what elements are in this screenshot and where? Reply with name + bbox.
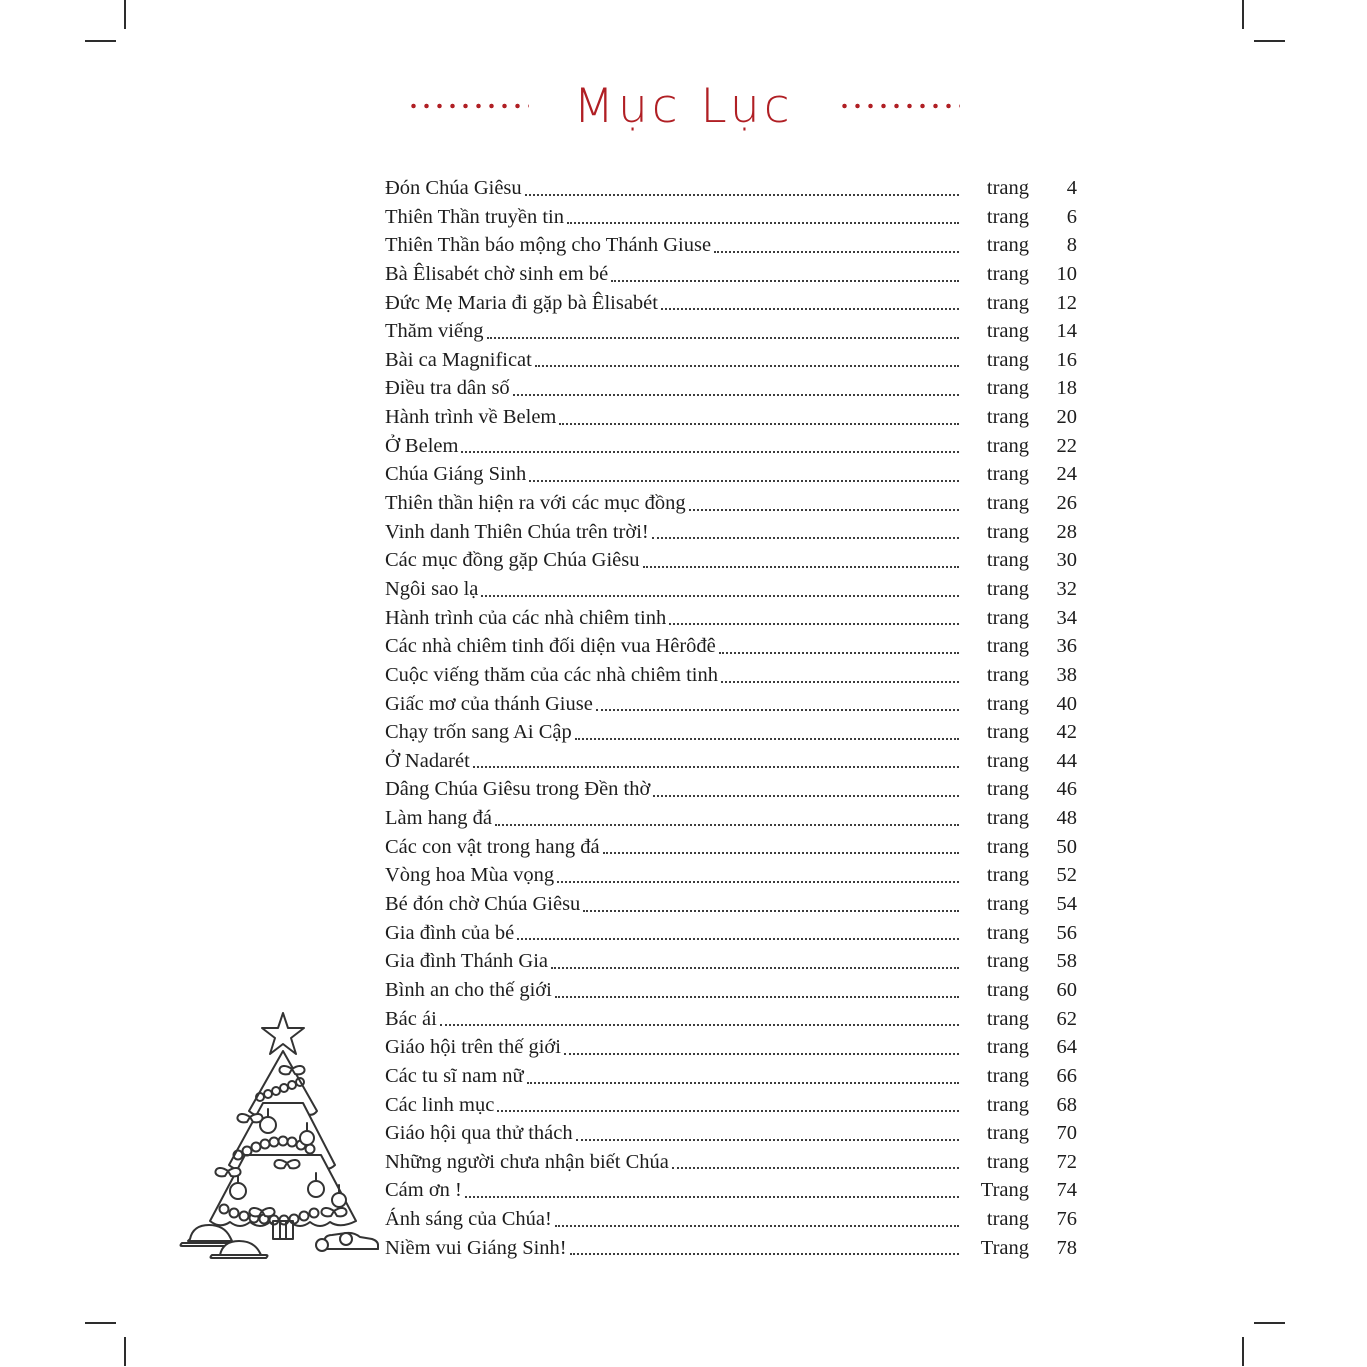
page-word: trang (986, 663, 1029, 686)
page-number: 36 (1056, 635, 1077, 658)
page-number: 60 (1056, 978, 1077, 1001)
page-number: 22 (1056, 434, 1077, 457)
page-word: trang (986, 950, 1029, 973)
toc-row (385, 1119, 1077, 1148)
toc-row (385, 374, 1077, 403)
toc-row (385, 833, 1077, 862)
page-number: 26 (1056, 492, 1077, 515)
toc-row (385, 1176, 1077, 1205)
dot-leader (661, 308, 959, 310)
dot-leader (535, 365, 959, 367)
toc-entry-title: Giấc mơ của thánh Giuse (385, 692, 593, 715)
dot-leader (689, 509, 959, 511)
page-word: trang (986, 520, 1029, 543)
page-word: trang (986, 721, 1029, 744)
toc-entry-title: Chúa Giáng Sinh (385, 463, 527, 486)
toc-entry-title: Bà Êlisabét chờ sinh em bé (385, 262, 609, 285)
toc-row (385, 489, 1077, 518)
toc-entry-title: Giáo hội qua thử thách (385, 1122, 573, 1145)
toc-row (385, 775, 1077, 804)
toc-entry-title: Niềm vui Giáng Sinh! (385, 1236, 567, 1259)
page-number: 42 (1056, 721, 1077, 744)
dot-leader (672, 1167, 959, 1169)
toc-entry-title: Giáo hội trên thế giới (385, 1036, 561, 1059)
toc-entry-title: Hành trình về Belem (385, 406, 557, 429)
toc-entry-title: Ngôi sao lạ (385, 577, 479, 600)
dot-leader (557, 881, 959, 883)
toc-entry-title: Bác ái (385, 1007, 437, 1030)
dot-leader (495, 824, 959, 826)
dot-leader (513, 394, 959, 396)
dot-leader (461, 451, 959, 453)
toc-row (385, 1091, 1077, 1120)
toc-row (385, 661, 1077, 690)
dot-leader (669, 623, 959, 625)
toc-entry-title: Các mục đồng gặp Chúa Giêsu (385, 549, 640, 572)
toc-row (385, 718, 1077, 747)
page-word: trang (986, 1036, 1029, 1059)
toc-row (385, 260, 1077, 289)
toc-row (385, 890, 1077, 919)
page-number: 40 (1056, 692, 1077, 715)
page-word: trang (986, 893, 1029, 916)
dot-leader (567, 222, 959, 224)
page-number: 14 (1056, 320, 1077, 343)
page-word: trang (986, 320, 1029, 343)
dot-leader (440, 1024, 959, 1026)
page-number: 64 (1056, 1036, 1077, 1059)
toc-entry-title: Vòng hoa Mùa vọng (385, 864, 555, 887)
toc-entry-title: Gia đình Thánh Gia (385, 950, 549, 973)
toc-entry-title: Ở Nadarét (385, 749, 470, 772)
page-word: trang (986, 463, 1029, 486)
page-word: trang (986, 262, 1029, 285)
page-word: trang (986, 348, 1029, 371)
title-dots-left-decor (407, 103, 529, 109)
page-word: Trang (980, 1179, 1029, 1202)
dot-leader (721, 681, 959, 683)
dot-leader (529, 480, 959, 482)
page-number: 56 (1056, 921, 1077, 944)
toc-entry-title: Các nhà chiêm tinh đối diện vua Hêrôđê (385, 635, 716, 658)
toc-entry-title: Cám ơn ! (385, 1179, 462, 1202)
page-number: 10 (1056, 262, 1077, 285)
page-word: trang (986, 406, 1029, 429)
page-number: 58 (1056, 950, 1077, 973)
toc-row (385, 174, 1077, 203)
page-word: trang (986, 1007, 1029, 1030)
tree-star-icon (262, 1013, 304, 1054)
page-title: Mục Lục (573, 78, 794, 134)
toc-entry-title: Các tu sĩ nam nữ (385, 1064, 524, 1087)
dot-leader (497, 1110, 959, 1112)
page-word: Trang (980, 1236, 1029, 1259)
dot-leader (714, 251, 959, 253)
toc-entry-title: Chạy trốn sang Ai Cập (385, 721, 572, 744)
page-number: 8 (1066, 234, 1077, 257)
toc-entry-title: Đức Mẹ Maria đi gặp bà Êlisabét (385, 291, 658, 314)
christmas-tree-drawing (172, 1005, 397, 1260)
page-number: 20 (1056, 406, 1077, 429)
title-dots-right-decor (838, 103, 960, 109)
dot-leader (596, 709, 959, 711)
page-number: 70 (1056, 1122, 1077, 1145)
page-number: 6 (1066, 205, 1077, 228)
page-number: 52 (1056, 864, 1077, 887)
sneakers-drawing (316, 1233, 378, 1251)
dot-leader (525, 194, 959, 196)
dot-leader (643, 566, 960, 568)
dot-leader (551, 967, 959, 969)
page-word: trang (986, 921, 1029, 944)
page-number: 68 (1056, 1093, 1077, 1116)
page-word: trang (986, 1150, 1029, 1173)
toc-row (385, 203, 1077, 232)
toc-list (385, 174, 1077, 1262)
toc-entry-title: Dâng Chúa Giêsu trong Đền thờ (385, 778, 651, 801)
toc-row (385, 976, 1077, 1005)
crop-mark-bottom-right-v (1242, 1337, 1244, 1366)
toc-entry-title: Thiên thần hiện ra với các mục đồng (385, 492, 686, 515)
toc-row (385, 1033, 1077, 1062)
toc-row (385, 632, 1077, 661)
toc-row (385, 1148, 1077, 1177)
toc-row (385, 747, 1077, 776)
slippers-drawing (181, 1225, 268, 1258)
page-number: 30 (1056, 549, 1077, 572)
title-block (0, 74, 1367, 138)
dot-leader (473, 766, 959, 768)
toc-entry-title: Ở Belem (385, 434, 459, 457)
dot-leader (555, 1225, 959, 1227)
page-number: 46 (1056, 778, 1077, 801)
crop-mark-top-right-v (1242, 0, 1244, 29)
page-word: trang (986, 778, 1029, 801)
crop-mark-bottom-left-v (124, 1337, 126, 1366)
dot-leader (652, 537, 959, 539)
page-number: 44 (1056, 749, 1077, 772)
dot-leader (570, 1253, 959, 1255)
toc-row (385, 1005, 1077, 1034)
toc-row (385, 575, 1077, 604)
toc-row (385, 804, 1077, 833)
page-number: 18 (1056, 377, 1077, 400)
crop-mark-top-left-v (124, 0, 126, 29)
page-word: trang (986, 978, 1029, 1001)
page-word: trang (986, 205, 1029, 228)
page-number: 34 (1056, 606, 1077, 629)
toc-row (385, 432, 1077, 461)
toc-entry-title: Các linh mục (385, 1093, 495, 1116)
page-number: 74 (1056, 1179, 1077, 1202)
dot-leader (603, 852, 959, 854)
page-word: trang (986, 177, 1029, 199)
page-word: trang (986, 692, 1029, 715)
toc-entry-title: Thăm viếng (385, 320, 484, 343)
page-word: trang (986, 577, 1029, 600)
toc-entry-title: Làm hang đá (385, 807, 493, 830)
toc-row (385, 1062, 1077, 1091)
toc-row (385, 947, 1077, 976)
dot-leader (576, 1139, 959, 1141)
toc-row (385, 919, 1077, 948)
toc-entry-title: Bình an cho thế giới (385, 978, 552, 1001)
dot-leader (517, 938, 959, 940)
toc-entry-title: Thiên Thần báo mộng cho Thánh Giuse (385, 234, 712, 257)
page-word: trang (986, 807, 1029, 830)
toc-entry-title: Hành trình của các nhà chiêm tinh (385, 606, 667, 629)
toc-row (385, 403, 1077, 432)
page-word: trang (986, 234, 1029, 257)
dot-leader (564, 1053, 959, 1055)
page-number: 16 (1056, 348, 1077, 371)
dot-leader (583, 910, 959, 912)
page-number: 66 (1056, 1064, 1077, 1087)
page-word: trang (986, 549, 1029, 572)
crop-mark-top-right-h (1254, 40, 1285, 42)
toc-row (385, 546, 1077, 575)
page-word: trang (986, 864, 1029, 887)
toc-row (385, 518, 1077, 547)
dot-leader (555, 996, 959, 998)
toc-entry-title: Thiên Thần truyền tin (385, 205, 564, 228)
toc-entry-title: Ánh sáng của Chúa! (385, 1208, 552, 1231)
crop-mark-bottom-left-h (85, 1322, 116, 1324)
toc-entry-title: Những người chưa nhận biết Chúa (385, 1150, 669, 1173)
page-number: 12 (1056, 291, 1077, 314)
toc-entry-title: Cuộc viếng thăm của các nhà chiêm tinh (385, 663, 719, 686)
dot-leader (487, 337, 960, 339)
page-number: 4 (1066, 177, 1077, 199)
dot-leader (575, 738, 959, 740)
toc-row (385, 861, 1077, 890)
toc-row (385, 1234, 1077, 1263)
page-number: 62 (1056, 1007, 1077, 1030)
page-word: trang (986, 1093, 1029, 1116)
toc-row (385, 690, 1077, 719)
dot-leader (559, 423, 959, 425)
page-word: trang (986, 377, 1029, 400)
toc-entry-title: Đón Chúa Giêsu (385, 177, 522, 199)
page-word: trang (986, 1064, 1029, 1087)
toc-entry-title: Các con vật trong hang đá (385, 835, 600, 858)
dot-leader (653, 795, 959, 797)
page-word: trang (986, 749, 1029, 772)
page-word: trang (986, 835, 1029, 858)
dot-leader (465, 1196, 959, 1198)
toc-entry-title: Gia đình của bé (385, 921, 515, 944)
dot-leader (527, 1082, 959, 1084)
dot-leader (611, 280, 959, 282)
crop-mark-top-left-h (85, 40, 116, 42)
toc-entry-title: Bé đón chờ Chúa Giêsu (385, 893, 581, 916)
page-word: trang (986, 606, 1029, 629)
page-number: 72 (1056, 1150, 1077, 1173)
page-number: 48 (1056, 807, 1077, 830)
page-word: trang (986, 434, 1029, 457)
page-word: trang (986, 1208, 1029, 1231)
toc-row (385, 1205, 1077, 1234)
toc-row (385, 460, 1077, 489)
toc-row (385, 231, 1077, 260)
page-number: 24 (1056, 463, 1077, 486)
toc-row (385, 317, 1077, 346)
page-number: 50 (1056, 835, 1077, 858)
toc-row (385, 289, 1077, 318)
page-number: 38 (1056, 663, 1077, 686)
page-number: 76 (1056, 1208, 1077, 1231)
page-number: 28 (1056, 520, 1077, 543)
dot-leader (481, 595, 959, 597)
page-number: 54 (1056, 893, 1077, 916)
page-word: trang (986, 1122, 1029, 1145)
toc-row (385, 346, 1077, 375)
dot-leader (719, 652, 959, 654)
toc-entry-title: Điều tra dân số (385, 377, 510, 400)
toc-entry-title: Vinh danh Thiên Chúa trên trời! (385, 520, 649, 543)
page-number: 32 (1056, 577, 1077, 600)
page-number: 78 (1056, 1236, 1077, 1259)
page-word: trang (986, 291, 1029, 314)
crop-mark-bottom-right-h (1254, 1322, 1285, 1324)
page-word: trang (986, 492, 1029, 515)
toc-row (385, 604, 1077, 633)
toc-entry-title: Bài ca Magnificat (385, 348, 532, 371)
page-word: trang (986, 635, 1029, 658)
